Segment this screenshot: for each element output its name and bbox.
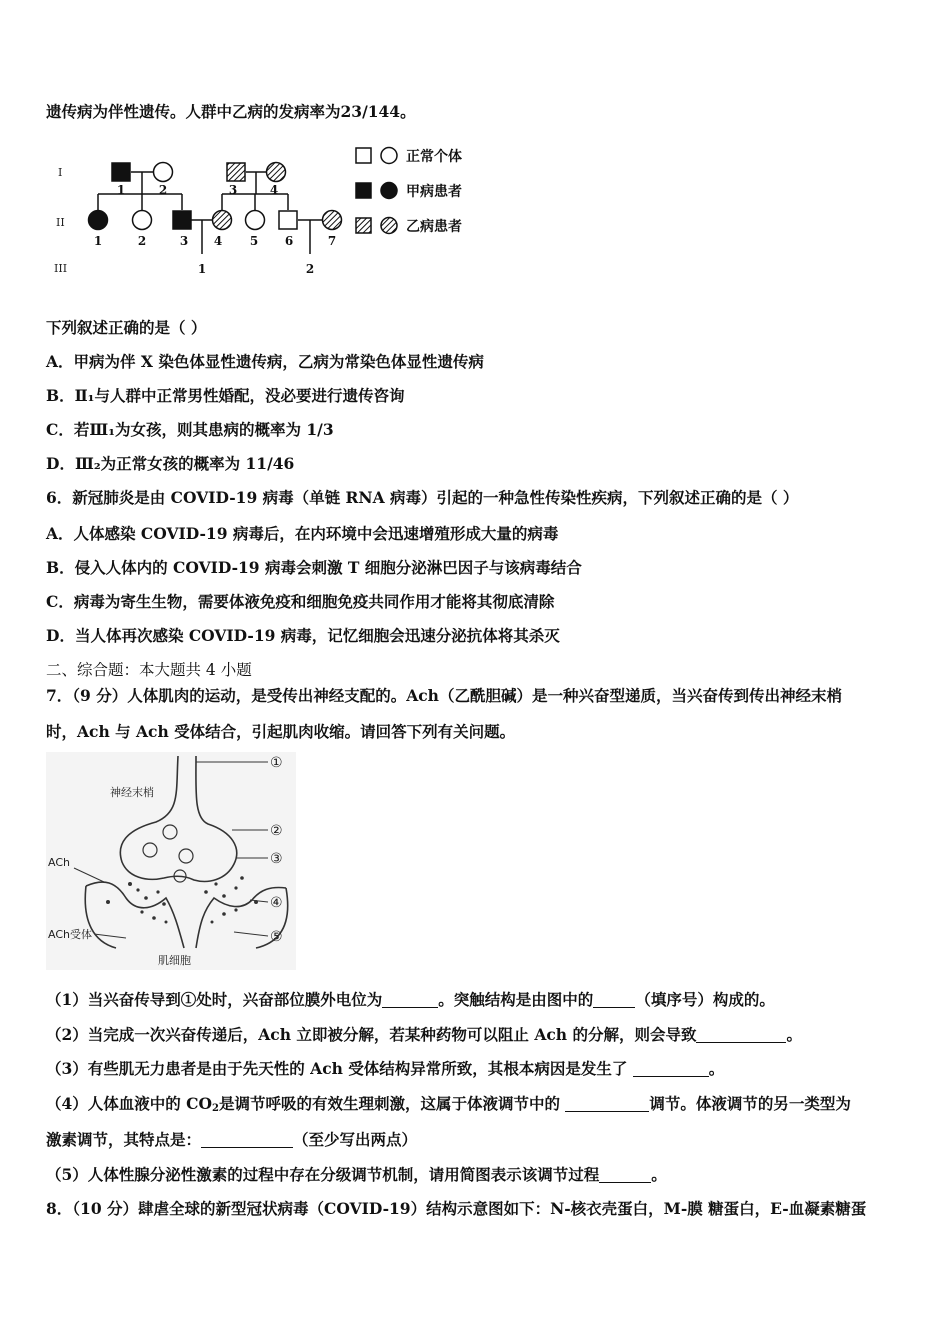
synapse-diagram bbox=[46, 752, 296, 970]
marker-3: ③ bbox=[270, 851, 283, 867]
pedigree-i1 bbox=[112, 163, 130, 181]
pedigree-label: 1 bbox=[116, 183, 126, 197]
q7-stem-line1: 7．（9 分）人体肌肉的运动，是受传出神经支配的。Ach（乙酰胆碱）是一种兴奋型递质，当兴奋传到传出神经末梢 bbox=[46, 686, 842, 705]
answer-blank[interactable] bbox=[201, 1133, 293, 1148]
pedigree-ii5 bbox=[246, 211, 265, 230]
legend-disease-b-circle bbox=[381, 218, 397, 234]
pedigree-ii4 bbox=[213, 211, 232, 230]
pedigree-label: 2 bbox=[158, 183, 168, 197]
q8-stem: 8．（10 分）肆虐全球的新型冠状病毒（COVID-19）结构示意图如下：N-核衣壳蛋白，M-膜 糖蛋白，E-血凝素糖蛋 bbox=[46, 1199, 867, 1218]
q7-part4-cont: 激素调节，其特点是： （至少写出两点） bbox=[46, 1130, 418, 1149]
generation-label: I bbox=[58, 166, 63, 179]
pedigree-label: 2 bbox=[305, 262, 315, 276]
pedigree-label: 4 bbox=[213, 234, 223, 248]
pedigree-diagram bbox=[46, 142, 486, 282]
legend-label: 甲病患者 bbox=[406, 184, 462, 200]
q5-option-a: A．甲病为伴 X 染色体显性遗传病，乙病为常染色体显性遗传病 bbox=[46, 352, 484, 371]
q5-stem: 下列叙述正确的是（ ） bbox=[46, 318, 207, 337]
ach-receptor-label: ACh受体 bbox=[48, 928, 92, 941]
q6-option-c: C．病毒为寄生生物，需要体液免疫和细胞免疫共同作用才能将其彻底清除 bbox=[46, 592, 555, 611]
muscle-cell-label: 肌细胞 bbox=[158, 954, 191, 967]
answer-blank[interactable] bbox=[382, 993, 438, 1008]
pedigree-label: 1 bbox=[197, 262, 207, 276]
marker-2: ② bbox=[270, 823, 283, 839]
pedigree-label: 3 bbox=[179, 234, 189, 248]
pedigree-label: 1 bbox=[93, 234, 103, 248]
pedigree-label: 3 bbox=[228, 183, 238, 197]
legend-disease-b-square bbox=[356, 218, 371, 233]
pedigree-label: 7 bbox=[327, 234, 337, 248]
answer-blank[interactable] bbox=[599, 1168, 651, 1183]
legend-normal-circle bbox=[381, 148, 397, 164]
q7-part5: （5）人体性腺分泌性激素的过程中存在分级调节机制，请用简图表示该调节过程 。 bbox=[46, 1165, 667, 1184]
nerve-ending-label: 神经末梢 bbox=[110, 786, 154, 799]
pedigree-ii6 bbox=[279, 211, 297, 229]
q5-option-d: D．Ⅲ₂为正常女孩的概率为 11/46 bbox=[46, 454, 295, 473]
generation-label: III bbox=[54, 262, 68, 275]
marker-4: ④ bbox=[270, 895, 283, 911]
q5-option-b: B．Ⅱ₁与人群中正常男性婚配，没必要进行遗传咨询 bbox=[46, 386, 405, 405]
q6-option-a: A．人体感染 COVID-19 病毒后，在内环境中会迅速增殖形成大量的病毒 bbox=[46, 524, 559, 543]
legend-disease-a-circle bbox=[381, 183, 397, 199]
pedigree-label: 2 bbox=[137, 234, 147, 248]
pedigree-i4 bbox=[267, 163, 286, 182]
ach-label: ACh bbox=[48, 856, 70, 869]
q6-option-b: B．侵入人体内的 COVID-19 病毒会刺激 T 细胞分泌淋巴因子与该病毒结合 bbox=[46, 558, 582, 577]
section-heading: 二、综合题：本大题共 4 小题 bbox=[46, 661, 252, 679]
pedigree-ii2 bbox=[133, 211, 152, 230]
generation-label: II bbox=[56, 216, 65, 229]
answer-blank[interactable] bbox=[633, 1062, 709, 1077]
legend-normal-square bbox=[356, 148, 371, 163]
q7-part1: （1）当兴奋传导到①处时，兴奋部位膜外电位为 。突触结构是由图中的 （填序号）构成的。 bbox=[46, 990, 775, 1009]
q7-stem-line2: 时，Ach 与 Ach 受体结合，引起肌肉收缩。请回答下列有关问题。 bbox=[46, 722, 516, 741]
q6-stem: 6．新冠肺炎是由 COVID-19 病毒（单链 RNA 病毒）引起的一种急性传染性疾病，下列叙述正确的是（ ） bbox=[46, 488, 799, 507]
q7-part4: （4）人体血液中的 $CO_2$是调节呼吸的有效生理刺激，这属于体液调节中的 调节。体液调节的另一类型为 bbox=[46, 1094, 851, 1114]
answer-blank[interactable] bbox=[593, 993, 635, 1008]
intro-line: 遗传病为伴性遗传。人群中乙病的发病率为23/144。 bbox=[46, 102, 416, 121]
pedigree-i3 bbox=[227, 163, 245, 181]
pedigree-ii7 bbox=[323, 211, 342, 230]
marker-5: ⑤ bbox=[270, 929, 283, 945]
q7-part2: （2）当完成一次兴奋传递后，Ach 立即被分解，若某种药物可以阻止 Ach 的分解，则会导致 。 bbox=[46, 1025, 802, 1044]
answer-blank[interactable] bbox=[565, 1097, 649, 1112]
pedigree-i2 bbox=[154, 163, 173, 182]
pedigree-ii1 bbox=[89, 211, 108, 230]
legend-label: 乙病患者 bbox=[406, 219, 462, 235]
pedigree-label: 4 bbox=[269, 183, 279, 197]
legend-label: 正常个体 bbox=[406, 149, 462, 165]
q7-part3: （3）有些肌无力患者是由于先天性的 Ach 受体结构异常所致，其根本病因是发生了 。 bbox=[46, 1059, 725, 1078]
q5-option-c: C．若Ⅲ₁为女孩，则其患病的概率为 1/3 bbox=[46, 420, 334, 439]
marker-1: ① bbox=[270, 755, 283, 771]
answer-blank[interactable] bbox=[696, 1028, 786, 1043]
legend-disease-a-square bbox=[356, 183, 371, 198]
q6-option-d: D．当人体再次感染 COVID-19 病毒，记忆细胞会迅速分泌抗体将其杀灭 bbox=[46, 626, 560, 645]
pedigree-label: 5 bbox=[249, 234, 259, 248]
pedigree-ii3 bbox=[173, 211, 191, 229]
pedigree-label: 6 bbox=[284, 234, 294, 248]
